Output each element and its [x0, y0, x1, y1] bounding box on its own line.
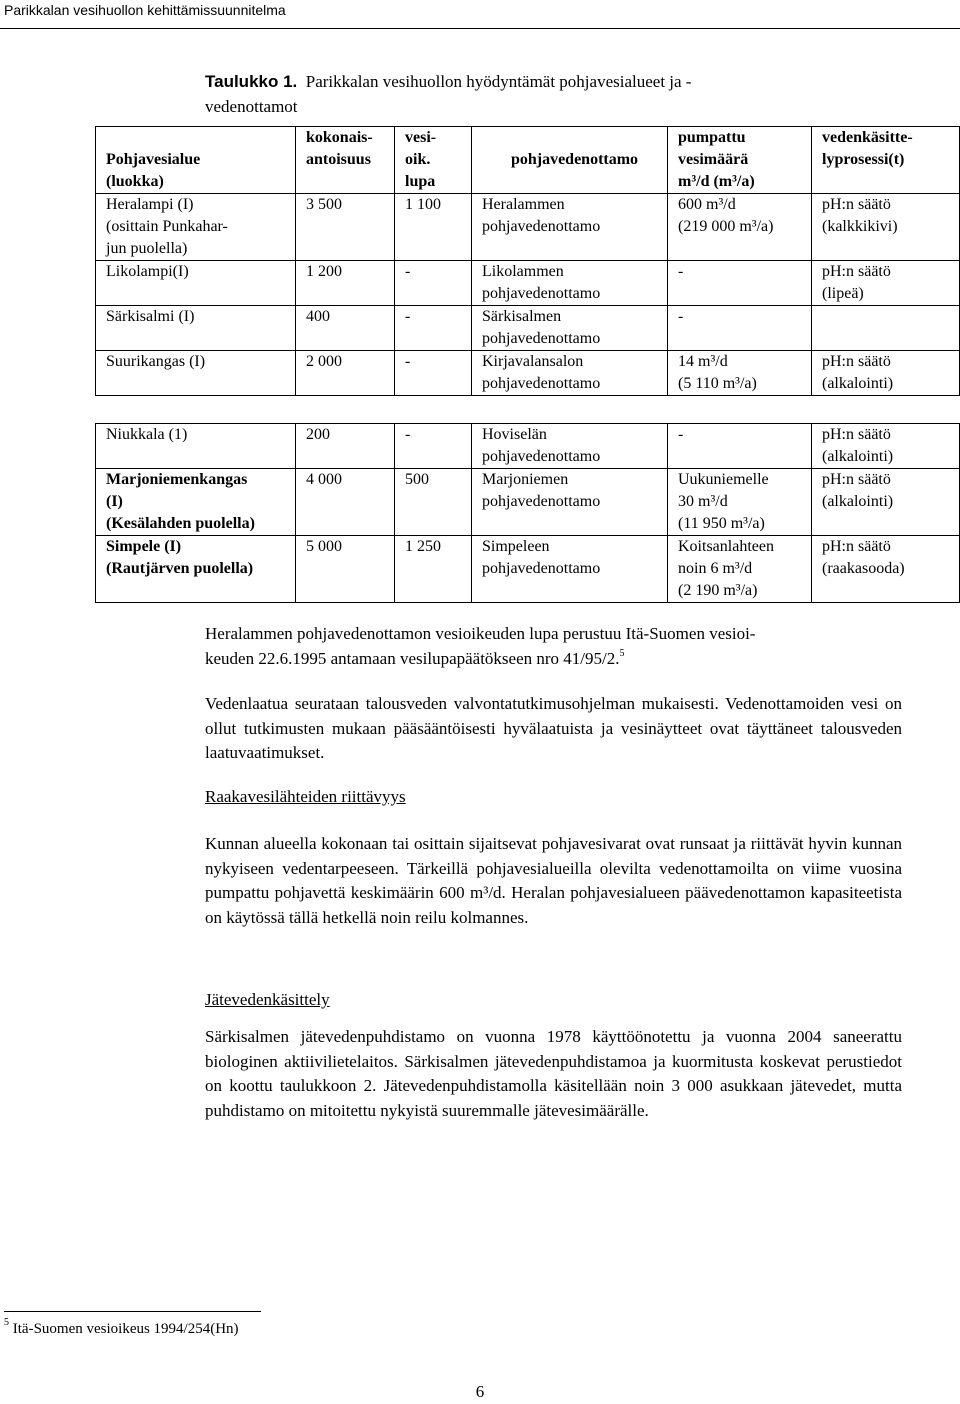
paragraph-wastewater: Särkisalmen jätevedenpuhdistamo on vuonna 1978 käyttöönotettu ja vuonna 2004 saneerattu biologinen aktiivilietelaitos. Särkisalmen jätevedenpuhdistamoa ja kuormitusta koskevat perustiedot on koottu taulukkoon 2. Jätevedenpuhdistamolla käsitellään noin 3 000 asukkaan jätevedet, mutta puhdistamo on mitoitettu nykyistä suuremmalle jätevesimäärälle.: [205, 1027, 902, 1120]
cell-process: pH:n säätö (kalkkikivi): [812, 194, 960, 261]
cell-area: Niukkala (1): [96, 424, 296, 469]
cell-total: 5 000: [296, 536, 395, 603]
cell-process: [812, 306, 960, 351]
cell-pumped: 14 m³/d (5 110 m³/a): [668, 351, 812, 396]
cell-process: pH:n säätö (raakasooda): [812, 536, 960, 603]
cell-pumped: -: [668, 424, 812, 469]
paragraph-quality: Vedenlaatua seurataan talousveden valvontatutkimusohjelman mukaisesti. Vedenottamoiden vesi on ollut tutkimusten mukaan pääsääntöisesti hyvälaatuista ja vesinäytteet ovat täyttäneet talousveden laatuvaatimukset.: [205, 694, 902, 762]
table-row: [96, 351, 960, 396]
cell-permit: 1 100: [395, 194, 472, 261]
caption-label: Taulukko 1.: [205, 72, 298, 91]
cell-process: pH:n säätö (alkalointi): [812, 469, 960, 536]
header-pumped: pumpattu vesimäärä m³/d (m³/a): [668, 127, 812, 194]
running-header: [0, 0, 960, 29]
cell-permit: -: [395, 261, 472, 306]
cell-intake: Hoviselän pohjavedenottamo: [472, 424, 668, 469]
paragraph-permit-line2: keuden 22.6.1995 antamaan vesilupapäätökseen nro 41/95/2.: [205, 648, 620, 668]
cell-intake: Heralammen pohjavedenottamo: [472, 194, 668, 261]
cell-total: 4 000: [296, 469, 395, 536]
caption-text-2: vedenottamot: [205, 97, 298, 116]
cell-pumped: 600 m³/d (219 000 m³/a): [668, 194, 812, 261]
cell-intake: Särkisalmen pohjavedenottamo: [472, 306, 668, 351]
cell-area: Särkisalmi (I): [96, 306, 296, 351]
table-caption: [205, 69, 905, 119]
cell-intake: Likolammen pohjavedenottamo: [472, 261, 668, 306]
header-process: vedenkäsitte- lyprosessi(t): [812, 127, 960, 194]
cell-intake: Simpeleen pohjavedenottamo: [472, 536, 668, 603]
header-permit: vesi- oik. lupa: [395, 127, 472, 194]
page-number: 6: [475, 1382, 485, 1401]
cell-pumped: -: [668, 261, 812, 306]
cell-pumped: Uukuniemelle 30 m³/d (11 950 m³/a): [668, 469, 812, 536]
cell-area: Suurikangas (I): [96, 351, 296, 396]
cell-total: 3 500: [296, 194, 395, 261]
cell-permit: 1 250: [395, 536, 472, 603]
table-row: [96, 194, 960, 261]
paragraph-raw-water: Kunnan alueella kokonaan tai osittain sijaitsevat pohjavesivarat ovat runsaat ja riittävät hyvin kunnan nykyiseen vedentarpeeseen. Tärkeillä pohjavesialueilla olevilta vedenottamoilta on viime vuosina pumpattu pohjavettä keskimäärin 600 m³/d. Heralan pohjavesialueen päävedenottamon kapasiteetista on käytössä tällä hetkellä noin reilu kolmannes.: [205, 834, 902, 927]
table-row: [96, 424, 960, 469]
cell-permit: 500: [395, 469, 472, 536]
table-row: [96, 469, 960, 536]
cell-pumped: Koitsanlahteen noin 6 m³/d (2 190 m³/a): [668, 536, 812, 603]
running-header-text: Parikkalan vesihuollon kehittämissuunnitelma: [4, 2, 286, 18]
header-total: kokonais- antoisuus: [296, 127, 395, 194]
cell-total: 200: [296, 424, 395, 469]
heading-wastewater: Jätevedenkäsittely: [205, 990, 330, 1009]
cell-total: 2 000: [296, 351, 395, 396]
cell-area: Likolampi(I): [96, 261, 296, 306]
table-header-row: [96, 127, 960, 194]
footnote-number: 5: [4, 1317, 9, 1328]
footnote-text: Itä-Suomen vesioikeus 1994/254(Hn): [12, 1321, 239, 1337]
table-row: [96, 306, 960, 351]
paragraph-permit: [205, 622, 902, 671]
paragraph-permit-line1: Heralammen pohjavedenottamon vesioikeuden lupa perustuu Itä-Suomen vesioi-: [205, 624, 756, 643]
header-area: Pohjavesialue (luokka): [96, 127, 296, 194]
cell-process: pH:n säätö (lipeä): [812, 261, 960, 306]
footnote-divider: [4, 1311, 261, 1312]
table-row: [96, 261, 960, 306]
cell-permit: -: [395, 424, 472, 469]
header-intake: pohjavedenottamo: [472, 127, 668, 194]
caption-text-1: Parikkalan vesihuollon hyödyntämät pohjavesialueet ja -: [305, 72, 692, 91]
cell-total: 400: [296, 306, 395, 351]
cell-process: pH:n säätö (alkalointi): [812, 351, 960, 396]
footnote: [4, 1317, 239, 1338]
water-table-bottom: [95, 423, 960, 603]
heading-raw-water: Raakavesilähteiden riittävyys: [205, 787, 406, 806]
cell-area: Marjoniemenkangas (I) (Kesälahden puolella): [96, 469, 296, 536]
cell-area: Heralampi (I) (osittain Punkahar- jun puolella): [96, 194, 296, 261]
cell-total: 1 200: [296, 261, 395, 306]
water-table-top: [95, 126, 960, 396]
table-row: [96, 536, 960, 603]
cell-intake: Kirjavalansalon pohjavedenottamo: [472, 351, 668, 396]
cell-pumped: -: [668, 306, 812, 351]
cell-intake: Marjoniemen pohjavedenottamo: [472, 469, 668, 536]
cell-process: pH:n säätö (alkalointi): [812, 424, 960, 469]
cell-permit: -: [395, 351, 472, 396]
cell-area: Simpele (I) (Rautjärven puolella): [96, 536, 296, 603]
footnote-ref: 5: [619, 647, 625, 659]
cell-permit: -: [395, 306, 472, 351]
